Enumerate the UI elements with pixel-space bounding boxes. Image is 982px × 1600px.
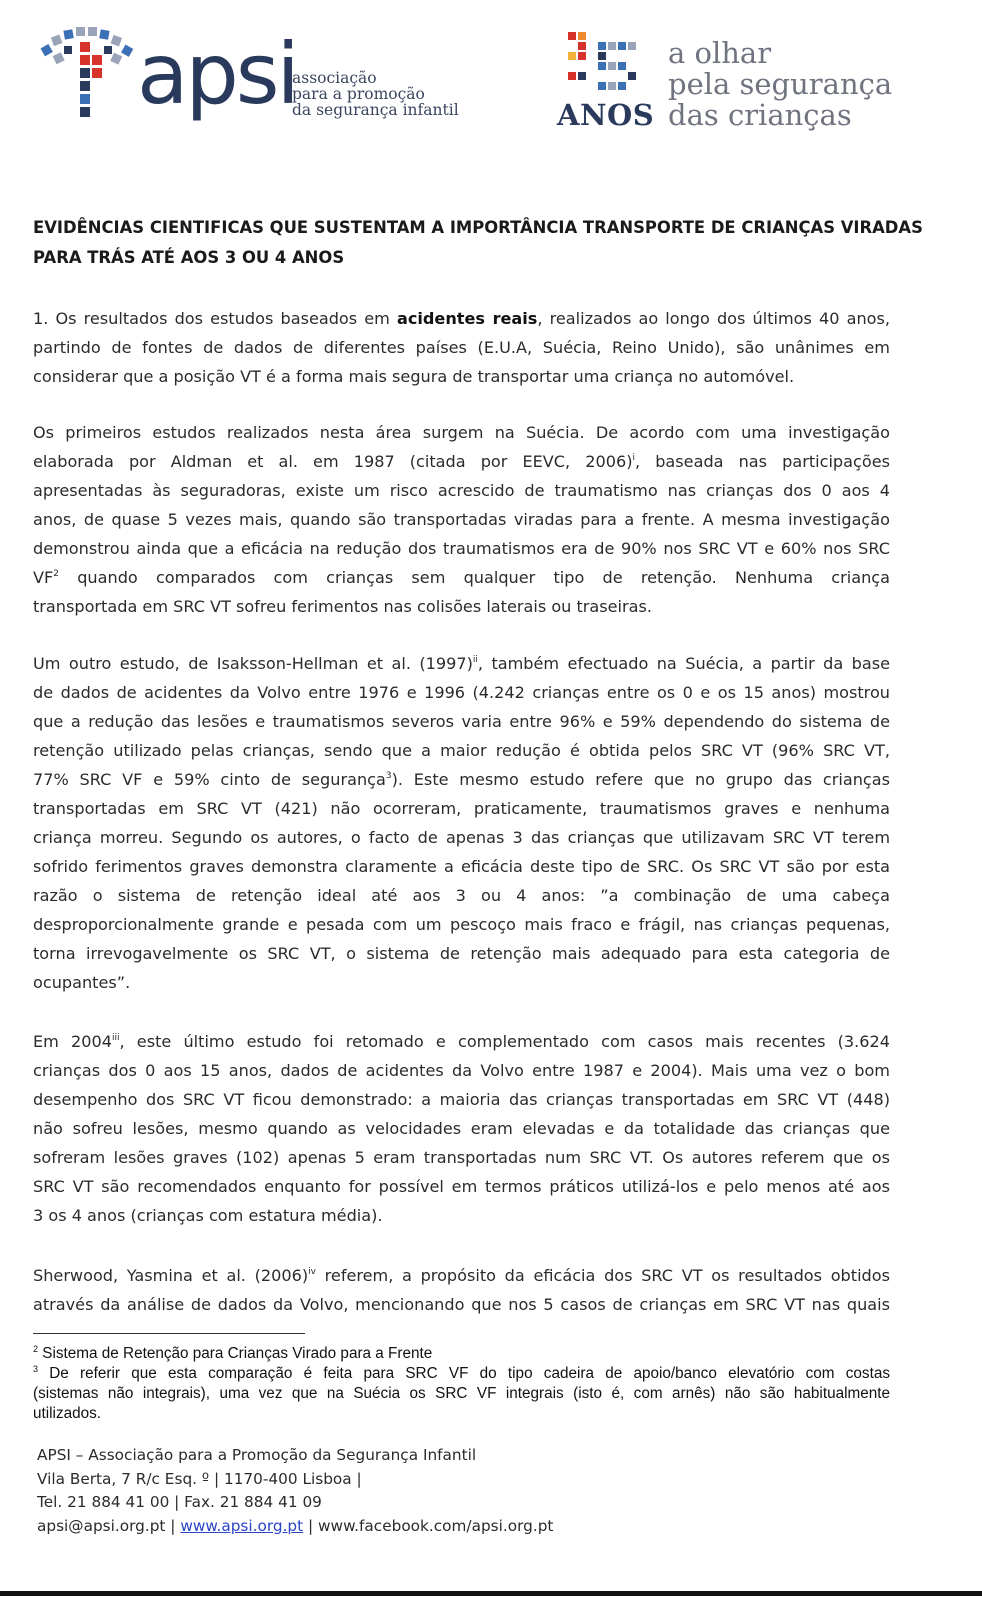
footnote-ref: 2 <box>53 569 60 579</box>
paragraph-4 <box>33 1027 890 1230</box>
endnote-ref: i <box>632 453 636 463</box>
anniversary-logo <box>557 30 908 140</box>
apsi-tagline-line: associação <box>292 69 377 87</box>
paragraph-line: criança morreu. Segundo os autores, o facto de apenas 3 das crianças que utilizavam SRC VT terem <box>33 828 890 847</box>
footnote-3-continued: (sistemas não integrais), uma vez que na Suécia os SRC VF integrais (isto é, com arnês) não são habitualmente <box>33 1385 890 1402</box>
contact-footer <box>37 1444 737 1538</box>
paragraph-line: de dados de acidentes da Volvo entre 1976 e 1996 (4.242 crianças entre os 0 e os 15 anos) mostrou <box>33 683 890 702</box>
paragraph-line: $VF^2$ quando comparados com crianças sem qualquer tipo de retenção. Nenhuma criança <box>33 568 890 587</box>
apsi-figure-icon <box>40 26 145 121</box>
organization-name: APSI – Associação para a Promoção da Segurança Infantil <box>37 1446 477 1464</box>
paragraph-line: crianças dos 0 aos 15 anos, dados de acidentes da Volvo entre 1987 e 2004). Mais uma vez o bom <box>33 1061 890 1080</box>
paragraph-line: partindo de fontes de dados de diferentes países (E.U.A, Suécia, Reino Unido), são unânimes em <box>33 338 890 357</box>
footnote-ref: 3 <box>385 771 392 781</box>
paragraph-line: apresentadas às seguradoras, existe um risco acrescido de traumatismo nas crianças dos 0 aos 4 <box>33 481 890 500</box>
paragraph-line: SRC VT são recomendados enquanto for possível em termos práticos utilizá-los e pelo menos até aos <box>33 1177 890 1196</box>
apsi-logo[interactable] <box>40 26 470 141</box>
footnote-3-continued: utilizados. <box>33 1405 102 1422</box>
paragraph-line: transportada em SRC VT sofreu ferimentos nas colisões laterais ou traseiras. <box>33 597 653 616</box>
paragraph-line: Um outro estudo, de Isaksson-Hellman et al. $(1997)^{ii}$, também efectuado na Suécia, a partir da base <box>33 654 891 673</box>
apsi-tagline-line: da segurança infantil <box>292 101 459 119</box>
paragraph-3 <box>33 649 890 997</box>
paragraph-line: demonstrou ainda que a eficácia na redução dos traumatismos era de 90% nos SRC VT e 60% nos SRC <box>33 539 890 558</box>
footnote-2: $^2$ Sistema de Retenção para Crianças Virado para a Frente <box>33 1344 433 1362</box>
anos-slogan-line: das crianças <box>668 98 852 132</box>
pixel-25-icon <box>568 30 663 100</box>
paragraph-line: retenção utilizado pelas crianças, sendo que a maior redução é obtida pelos SRC VT (96% SRC VT, <box>33 741 890 760</box>
anos-slogan-line: pela segurança <box>668 67 893 101</box>
address: Vila Berta, 7 R/c Esq. º | 1170-400 Lisboa | <box>37 1469 362 1488</box>
paragraph-line: sofreram lesões graves (102) apenas 5 eram transportadas num SRC VT. Os autores referem que os <box>33 1148 890 1167</box>
apsi-wordmark: apsi <box>137 25 297 123</box>
endnote-ref: iii <box>111 1033 120 1043</box>
website-link[interactable]: www.apsi.org.pt <box>180 1516 304 1535</box>
paragraph-line: Os primeiros estudos realizados nesta área surgem na Suécia. De acordo com uma investigação <box>33 423 890 442</box>
paragraph-line: razão o sistema de retenção ideal até aos 3 ou 4 anos: ”a combinação de uma cabeça <box>33 886 890 905</box>
facebook-link[interactable]: www.facebook.com/apsi.org.pt <box>318 1516 554 1535</box>
paragraph-line: ocupantes”. <box>33 973 131 992</box>
paragraph-line: elaborada por Aldman et al. em 1987 (citada por EEVC, 2006)$^i$, baseada nas participações <box>33 452 890 471</box>
paragraph-line: desproporcionalmente grande e pesada com um pescoço mais fraco e frágil, nas crianças pequenas, <box>33 915 890 934</box>
endnote-ref: iv <box>308 1267 316 1277</box>
title-line: PARA TRÁS ATÉ AOS 3 OU 4 ANOS <box>33 248 345 267</box>
paragraph-2 <box>33 418 890 621</box>
paragraph-line: desempenho dos SRC VT ficou demonstrado: a maioria das crianças transportadas em SRC VT (448) <box>33 1090 890 1109</box>
paragraph-line: considerar que a posição VT é a forma mais segura de transportar uma criança no automóvel. <box>33 367 795 386</box>
paragraph-line: Sherwood, Yasmina et al. $(2006)^{iv}$ referem, a propósito da eficácia dos SRC VT os resultados obtidos <box>33 1266 890 1285</box>
paragraph-line: 3 os 4 anos (crianças com estatura média). <box>33 1206 383 1225</box>
footnotes <box>33 1344 890 1424</box>
paragraph-line: Em 2004$^{iii}$, este último estudo foi retomado e complementado com casos mais recentes (3.624 <box>33 1032 890 1051</box>
endnote-ref: ii <box>472 655 478 665</box>
paragraph-line: não sofreu lesões, mesmo quando as velocidades eram elevadas e da totalidade das crianças que <box>33 1119 890 1138</box>
paragraph-line: 77% SRC VF e 59% cinto de segurança$^3$). Este mesmo estudo refere que no grupo das crianças <box>33 770 890 789</box>
paragraph-5 <box>33 1261 890 1319</box>
paragraph-line: transportadas em SRC VT (421) não ocorreram, praticamente, traumatismos graves e nenhuma <box>33 799 890 818</box>
paragraph-line: torna irrevogavelmente os SRC VT, o sistema de retenção mais adequado para esta categoria de <box>33 944 890 963</box>
phone-fax: Tel. 21 884 41 00 | Fax. 21 884 41 09 <box>37 1493 322 1511</box>
email-link[interactable]: apsi@apsi.org.pt <box>37 1516 166 1535</box>
anos-slogan-line: a olhar <box>668 36 772 70</box>
page-bottom-border <box>0 1591 982 1596</box>
apsi-tagline <box>292 70 459 118</box>
paragraph-line: anos, de quase 5 vezes mais, quando são transportadas viradas para a frente. A mesma investigação <box>33 510 890 529</box>
paragraph-line: através da análise de dados da Volvo, mencionando que nos 5 casos de crianças em SRC VT nas quais <box>33 1295 890 1314</box>
anos-slogan <box>668 38 892 131</box>
anos-wordmark: ANOS <box>557 98 655 132</box>
paragraph-line: que a redução das lesões e traumatismos severos varia entre 96% e 59% dependendo do sistema de <box>33 712 890 731</box>
document-title <box>33 213 923 273</box>
title-line: EVIDÊNCIAS CIENTIFICAS QUE SUSTENTAM A IMPORTÂNCIA TRANSPORTE DE CRIANÇAS VIRADAS <box>33 218 923 237</box>
paragraph-line: 1. Os resultados dos estudos baseados em acidentes reais, realizados ao longo dos últimos 40 anos, <box>33 309 890 328</box>
emphasis-text: acidentes reais <box>396 309 538 328</box>
contact-links: apsi@apsi.org.pt | www.apsi.org.pt | www.facebook.com/apsi.org.pt <box>37 1516 554 1535</box>
footnote-3: $^3$ De referir que esta comparação é feita para SRC VF do tipo cadeira de apoio/banco elevatório com costas <box>33 1364 890 1382</box>
paragraph-line: sofrido ferimentos graves demonstra claramente a eficácia deste tipo de SRC. Os SRC VT são por esta <box>33 857 890 876</box>
footnote-divider <box>33 1333 305 1334</box>
apsi-tagline-line: para a promoção <box>292 85 425 103</box>
paragraph-1 <box>33 304 890 391</box>
